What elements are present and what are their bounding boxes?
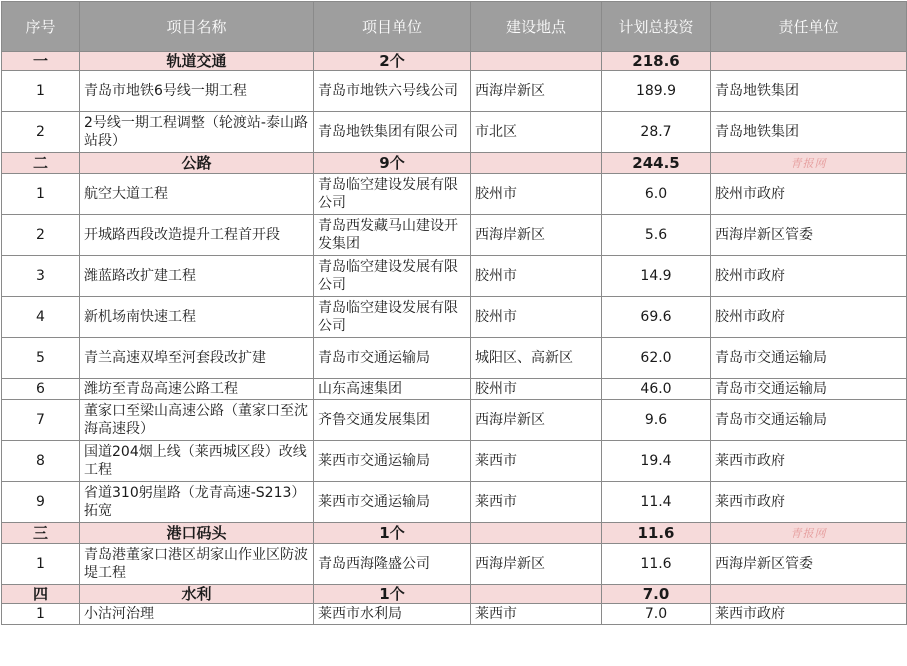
row-responsible-unit: 胶州市政府 [711, 256, 907, 297]
category-count: 9个 [314, 153, 471, 174]
table-row [2, 400, 907, 441]
row-responsible-unit: 西海岸新区管委 [711, 544, 907, 585]
row-project-unit: 青岛市交通运输局 [314, 338, 471, 379]
table-row [2, 441, 907, 482]
category-name: 港口码头 [80, 523, 314, 544]
row-investment: 69.6 [602, 297, 711, 338]
row-project-unit: 青岛市地铁六号线公司 [314, 71, 471, 112]
category-row [2, 585, 907, 604]
row-project-unit: 青岛临空建设发展有限公司 [314, 256, 471, 297]
row-project-name: 青岛港董家口港区胡家山作业区防波堤工程 [80, 544, 314, 585]
row-project-unit: 齐鲁交通发展集团 [314, 400, 471, 441]
table-row [2, 544, 907, 585]
project-table [1, 1, 907, 625]
header-row [2, 2, 907, 52]
row-project-unit: 青岛地铁集团有限公司 [314, 112, 471, 153]
table-row [2, 297, 907, 338]
row-location: 西海岸新区 [471, 400, 602, 441]
row-seq: 1 [2, 604, 80, 625]
table-row [2, 482, 907, 523]
row-project-unit: 青岛临空建设发展有限公司 [314, 297, 471, 338]
row-responsible-unit: 莱西市政府 [711, 441, 907, 482]
row-investment: 7.0 [602, 604, 711, 625]
row-project-name: 省道310躬崖路（龙青高速-S213）拓宽 [80, 482, 314, 523]
category-empty [471, 523, 602, 544]
row-project-name: 青岛市地铁6号线一期工程 [80, 71, 314, 112]
header-responsible-unit: 责任单位 [711, 2, 907, 52]
row-responsible-unit: 青岛市交通运输局 [711, 338, 907, 379]
row-seq: 9 [2, 482, 80, 523]
row-project-unit: 莱西市交通运输局 [314, 482, 471, 523]
row-investment: 9.6 [602, 400, 711, 441]
row-investment: 189.9 [602, 71, 711, 112]
category-total: 7.0 [602, 585, 711, 604]
row-investment: 5.6 [602, 215, 711, 256]
row-responsible-unit: 青岛市交通运输局 [711, 400, 907, 441]
row-seq: 1 [2, 174, 80, 215]
header-project-name: 项目名称 [80, 2, 314, 52]
category-count: 2个 [314, 52, 471, 71]
table-row [2, 338, 907, 379]
row-seq: 8 [2, 441, 80, 482]
row-location: 胶州市 [471, 256, 602, 297]
category-seq: 二 [2, 153, 80, 174]
row-location: 莱西市 [471, 441, 602, 482]
watermark-text: 青报网 [790, 527, 827, 540]
row-project-unit: 青岛临空建设发展有限公司 [314, 174, 471, 215]
row-seq: 2 [2, 112, 80, 153]
row-project-name: 开城路西段改造提升工程首开段 [80, 215, 314, 256]
row-project-unit: 莱西市水利局 [314, 604, 471, 625]
category-empty [471, 153, 602, 174]
header-location: 建设地点 [471, 2, 602, 52]
table-row [2, 71, 907, 112]
row-project-unit: 莱西市交通运输局 [314, 441, 471, 482]
table-row [2, 174, 907, 215]
row-seq: 3 [2, 256, 80, 297]
table-row [2, 112, 907, 153]
row-project-name: 潍蓝路改扩建工程 [80, 256, 314, 297]
category-count: 1个 [314, 523, 471, 544]
row-investment: 19.4 [602, 441, 711, 482]
row-seq: 4 [2, 297, 80, 338]
row-responsible-unit: 青岛地铁集团 [711, 112, 907, 153]
row-investment: 11.4 [602, 482, 711, 523]
category-seq: 四 [2, 585, 80, 604]
category-name: 公路 [80, 153, 314, 174]
row-location: 西海岸新区 [471, 71, 602, 112]
row-investment: 6.0 [602, 174, 711, 215]
table-row [2, 604, 907, 625]
row-seq: 5 [2, 338, 80, 379]
header-project-unit: 项目单位 [314, 2, 471, 52]
category-total: 244.5 [602, 153, 711, 174]
row-seq: 2 [2, 215, 80, 256]
row-seq: 1 [2, 71, 80, 112]
row-project-name: 青兰高速双埠至河套段改扩建 [80, 338, 314, 379]
row-investment: 62.0 [602, 338, 711, 379]
category-seq: 三 [2, 523, 80, 544]
row-project-name: 小沽河治理 [80, 604, 314, 625]
row-project-name: 潍坊至青岛高速公路工程 [80, 379, 314, 400]
category-row [2, 153, 907, 174]
category-row [2, 52, 907, 71]
watermark-text: 青报网 [790, 157, 827, 170]
header-investment: 计划总投资 [602, 2, 711, 52]
category-count: 1个 [314, 585, 471, 604]
row-responsible-unit: 青岛地铁集团 [711, 71, 907, 112]
row-project-unit: 青岛西海隆盛公司 [314, 544, 471, 585]
row-investment: 28.7 [602, 112, 711, 153]
category-name: 水利 [80, 585, 314, 604]
category-empty [471, 585, 602, 604]
row-location: 莱西市 [471, 604, 602, 625]
table-row [2, 379, 907, 400]
row-location: 市北区 [471, 112, 602, 153]
row-project-name: 航空大道工程 [80, 174, 314, 215]
row-seq: 1 [2, 544, 80, 585]
row-project-name: 董家口至梁山高速公路（董家口至沈海高速段） [80, 400, 314, 441]
row-seq: 6 [2, 379, 80, 400]
row-project-unit: 青岛西发藏马山建设开发集团 [314, 215, 471, 256]
row-project-name: 2号线一期工程调整（轮渡站-泰山路站段） [80, 112, 314, 153]
row-project-name: 国道204烟上线（莱西城区段）改线工程 [80, 441, 314, 482]
header-seq: 序号 [2, 2, 80, 52]
row-location: 西海岸新区 [471, 215, 602, 256]
row-seq: 7 [2, 400, 80, 441]
category-watermark-cell [711, 585, 907, 604]
row-location: 莱西市 [471, 482, 602, 523]
row-responsible-unit: 西海岸新区管委 [711, 215, 907, 256]
row-responsible-unit: 莱西市政府 [711, 604, 907, 625]
row-location: 胶州市 [471, 297, 602, 338]
row-location: 胶州市 [471, 379, 602, 400]
row-investment: 11.6 [602, 544, 711, 585]
category-seq: 一 [2, 52, 80, 71]
category-total: 218.6 [602, 52, 711, 71]
category-watermark-cell [711, 523, 907, 544]
row-responsible-unit: 莱西市政府 [711, 482, 907, 523]
category-watermark-cell [711, 153, 907, 174]
category-empty [471, 52, 602, 71]
row-responsible-unit: 胶州市政府 [711, 174, 907, 215]
category-watermark-cell [711, 52, 907, 71]
category-total: 11.6 [602, 523, 711, 544]
row-location: 西海岸新区 [471, 544, 602, 585]
row-responsible-unit: 胶州市政府 [711, 297, 907, 338]
row-responsible-unit: 青岛市交通运输局 [711, 379, 907, 400]
row-project-unit: 山东高速集团 [314, 379, 471, 400]
table-row [2, 215, 907, 256]
row-investment: 46.0 [602, 379, 711, 400]
category-row [2, 523, 907, 544]
table-row [2, 256, 907, 297]
category-name: 轨道交通 [80, 52, 314, 71]
row-location: 胶州市 [471, 174, 602, 215]
row-location: 城阳区、高新区 [471, 338, 602, 379]
row-investment: 14.9 [602, 256, 711, 297]
row-project-name: 新机场南快速工程 [80, 297, 314, 338]
